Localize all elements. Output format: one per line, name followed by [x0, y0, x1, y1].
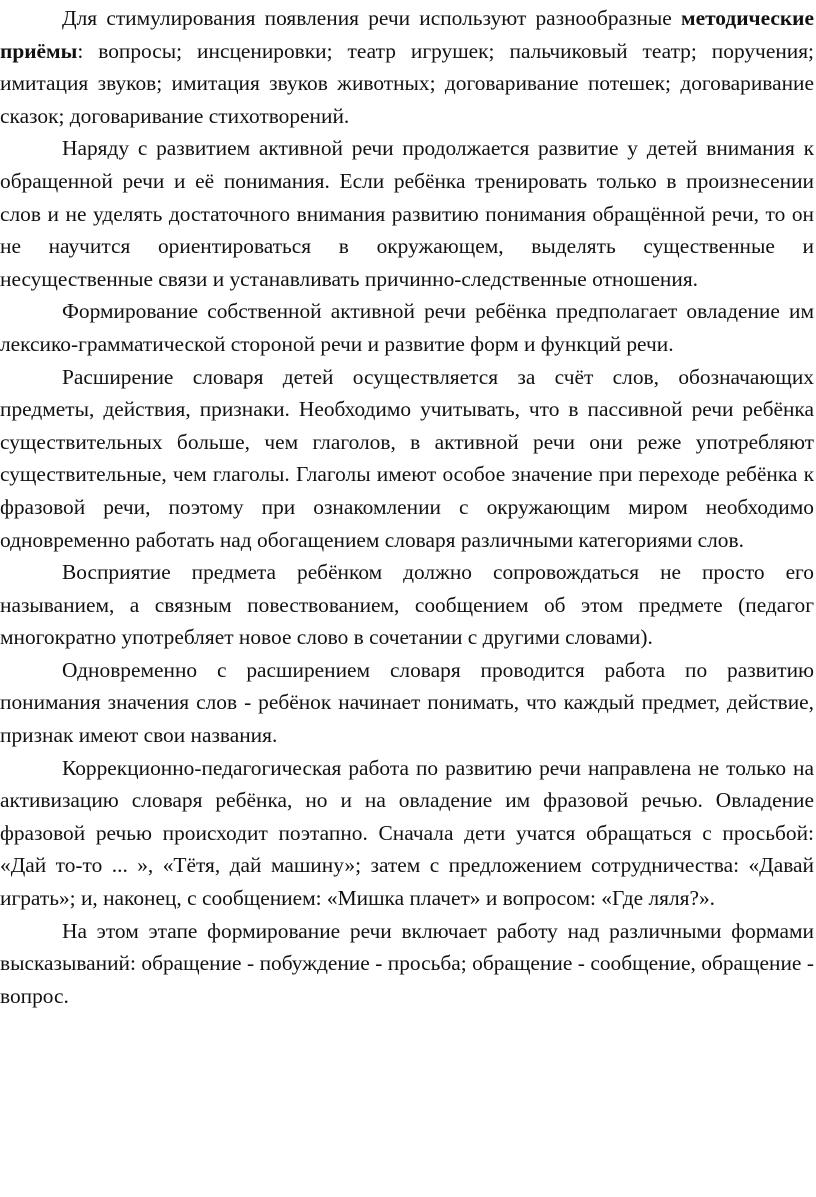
- paragraph-1: [0, 2, 814, 132]
- paragraph-1-text-after: : вопросы; инсценировки; театр игрушек; пальчиковый театр; поручения; имитация звуков; имитация звуков животных; договаривание потешек; договаривание сказок; договаривание стихотворений.: [0, 38, 814, 128]
- paragraph-3: Формирование собственной активной речи ребёнка предполагает овладение им лексико-грамматической стороной речи и развитие форм и функций речи.: [0, 299, 814, 356]
- paragraph-6: Одновременно с расширением словаря проводится работа по развитию понимания значения слов - ребёнок начинает понимать, что каждый предмет, действие, признак имеют свои названия.: [0, 657, 814, 748]
- paragraph-8: На этом этапе формирование речи включает работу над различными формами высказываний: обращение - побуждение - просьба; обращение - сообщение, обращение - вопрос.: [0, 918, 814, 1008]
- document-body: [0, 2, 814, 1012]
- paragraph-5: Восприятие предмета ребёнком должно сопровождаться не просто его называнием, а связным повествованием, сообщением об этом предмете (педагог многократно употребляет новое слово в сочетании с другими словами).: [0, 560, 814, 650]
- paragraph-2: Наряду с развитием активной речи продолжается развитие у детей внимания к обращенной речи и её понимания. Если ребёнка тренировать только в произнесении слов и не уделять достаточного внимания развитию понимания обращённой речи, то он не научится ориентироваться в окружающем, выделять существенные и несущественные связи и устанавливать причинно-следственные отношения.: [0, 136, 814, 291]
- paragraph-1-bold-term: методические приёмы: [0, 6, 814, 63]
- paragraph-4: Расширение словаря детей осуществляется за счёт слов, обозначающих предметы, действия, признаки. Необходимо учитывать, что в пассивной речи ребёнка существительных больше, чем глаголов, в активной речи они реже употребляют существительные, чем глаголы. Глаголы имеют особое значение при переходе ребёнка к фразовой речи, поэтому при ознакомлении с окружающим миром необходимо одновременно работать над обогащением словаря различными категориями слов.: [0, 364, 814, 552]
- paragraph-1-text-before: Для стимулирования появления речи используют разнообразные: [62, 6, 682, 30]
- paragraph-7: Коррекционно-педагогическая работа по развитию речи направлена не только на активизацию словаря ребёнка, но и на овладение им фразовой речью. Овладение фразовой речью происходит поэтапно. Сначала дети учатся обращаться с просьбой: «Дай то-то ... », «Тётя, дай машину»; затем с предложением сотрудничества: «Давай играть»; и, наконец, с сообщением: «Мишка плачет» и вопросом: «Где ляля?».: [0, 755, 814, 911]
